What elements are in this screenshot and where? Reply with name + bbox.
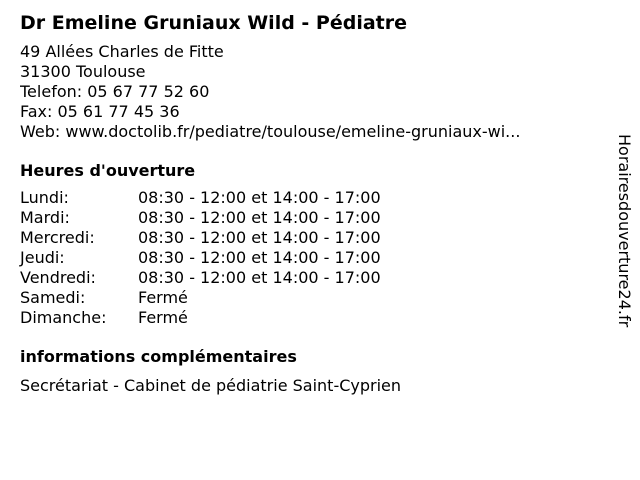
phone-number: Telefon: 05 67 77 52 60 xyxy=(20,82,210,101)
opening-hours-heading: Heures d'ouverture xyxy=(20,161,196,180)
page-title: Dr Emeline Gruniaux Wild - Pédiatre xyxy=(20,12,408,34)
hours-row-mardi xyxy=(20,208,600,228)
hours-row-jeudi xyxy=(20,248,600,268)
practice-card xyxy=(20,10,600,396)
hours-row-samedi xyxy=(20,288,600,308)
hours-row-vendredi xyxy=(20,268,600,288)
opening-hours-table xyxy=(20,188,600,328)
hours-time: 08:30 - 12:00 et 14:00 - 17:00 xyxy=(138,228,381,247)
address-block xyxy=(20,42,600,142)
additional-info-text: Secrétariat - Cabinet de pédiatrie Saint-Cyprien xyxy=(20,376,402,395)
hours-row-mercredi xyxy=(20,228,600,248)
hours-time: 08:30 - 12:00 et 14:00 - 17:00 xyxy=(138,208,381,227)
hours-day: Samedi: xyxy=(20,288,86,307)
hours-time: Fermé xyxy=(138,308,188,327)
hours-day: Mercredi: xyxy=(20,228,95,247)
hours-time: 08:30 - 12:00 et 14:00 - 17:00 xyxy=(138,248,381,267)
hours-time: 08:30 - 12:00 et 14:00 - 17:00 xyxy=(138,188,381,207)
hours-day: Lundi: xyxy=(20,188,69,207)
hours-time: Fermé xyxy=(138,288,188,307)
hours-day: Jeudi: xyxy=(20,248,65,267)
street-address: 49 Allées Charles de Fitte xyxy=(20,42,224,61)
additional-info-heading: informations complémentaires xyxy=(20,347,297,366)
fax-number: Fax: 05 61 77 45 36 xyxy=(20,102,180,121)
website-line: Web: www.doctolib.fr/pediatre/toulouse/emeline-gruniaux-wi... xyxy=(20,122,521,141)
hours-day: Vendredi: xyxy=(20,268,96,287)
city: 31300 Toulouse xyxy=(20,62,146,81)
site-watermark: Horairesdouverture24.fr xyxy=(615,134,634,328)
hours-time: 08:30 - 12:00 et 14:00 - 17:00 xyxy=(138,268,381,287)
hours-row-dimanche xyxy=(20,308,600,328)
hours-day: Mardi: xyxy=(20,208,70,227)
hours-row-lundi xyxy=(20,188,600,208)
hours-day: Dimanche: xyxy=(20,308,107,327)
